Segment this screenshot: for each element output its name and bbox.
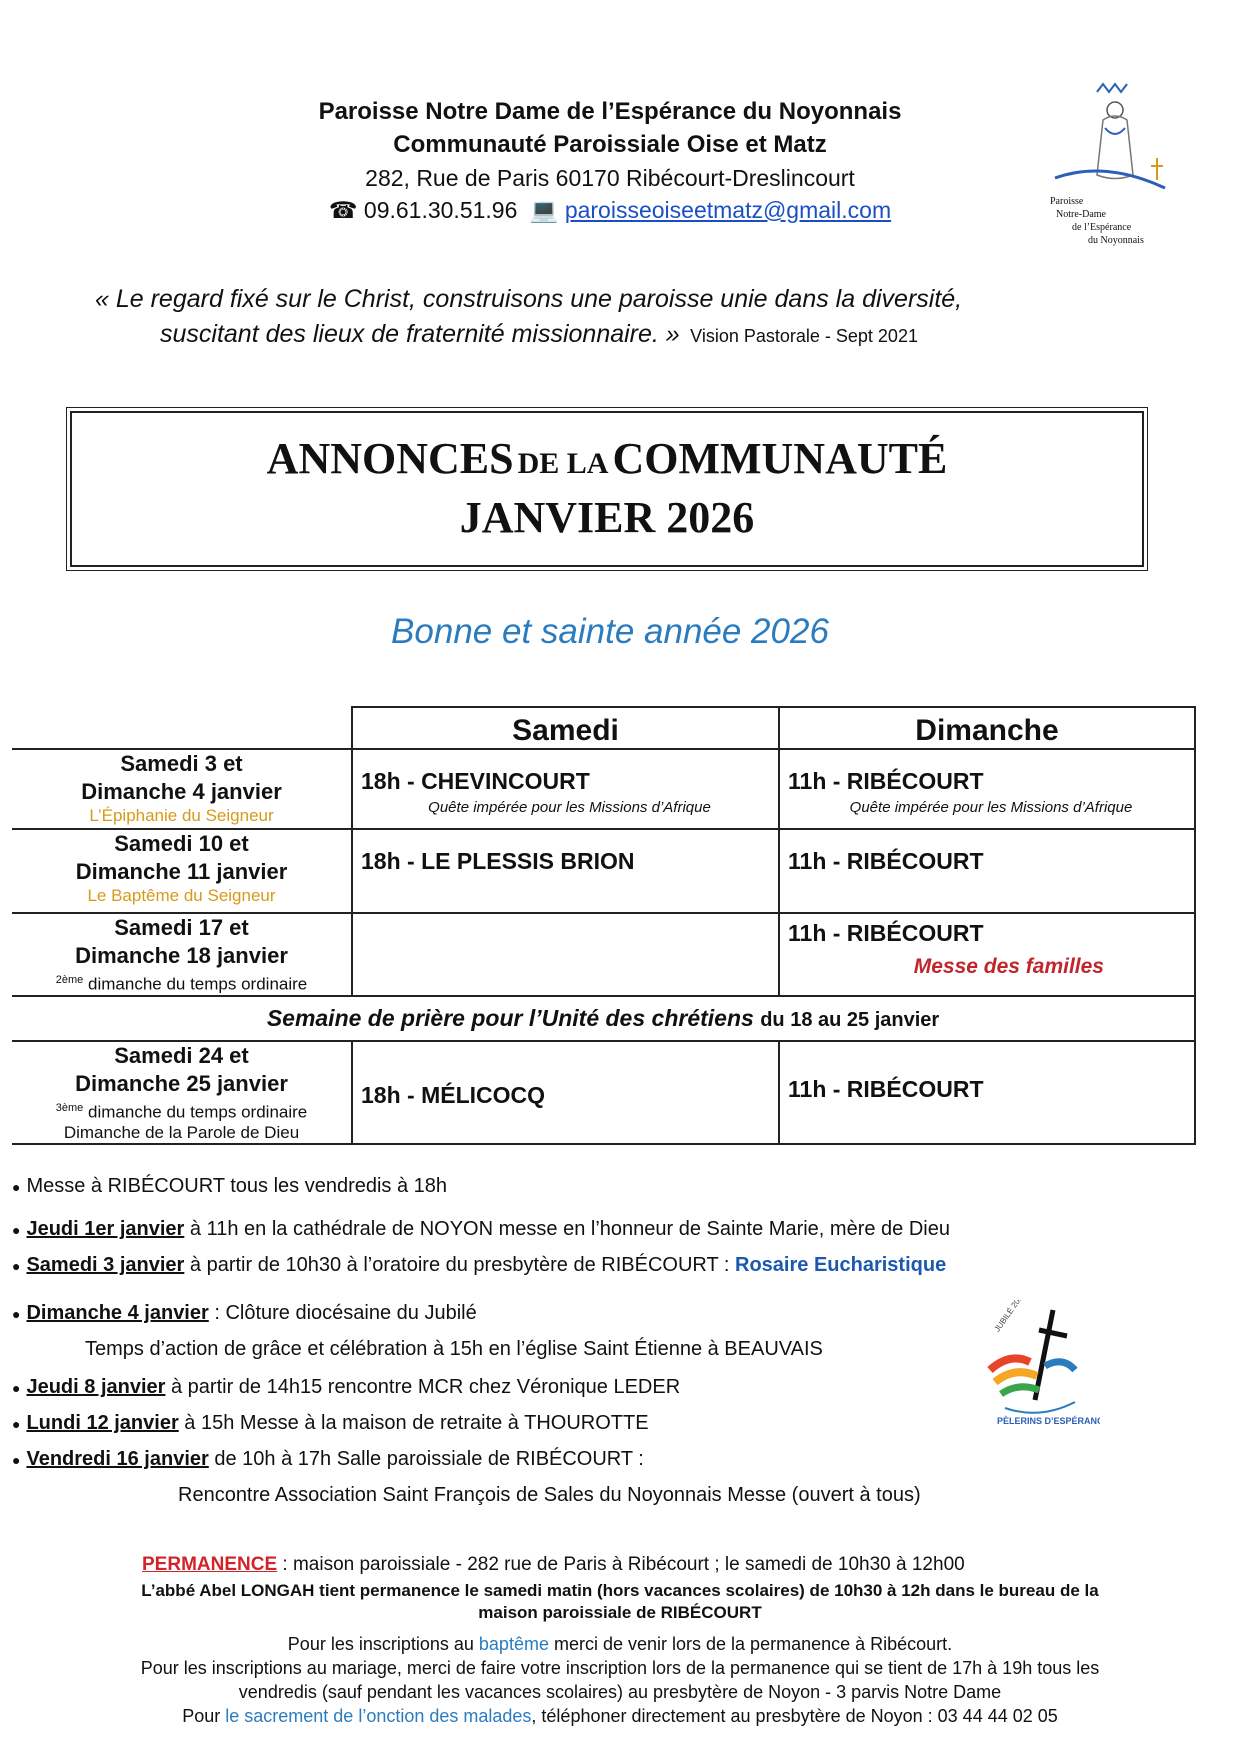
saturday-mass: 18h - CHEVINCOURT <box>361 768 590 794</box>
community-name: Communauté Paroissiale Oise et Matz <box>393 131 827 158</box>
sunday-mass: 11h - RIBÉCOURT <box>788 768 984 794</box>
row-ordinary-time: $^{2ème}$ dimanche du temps ordinaire <box>55 974 308 994</box>
list-item: ● Samedi 3 janvier à partir de 10h30 à l’oratoire du presbytère de RIBÉCOURT : Rosaire Eucharistique <box>12 1254 947 1276</box>
row-date-line2: Dimanche 11 janvier <box>75 859 288 884</box>
row-ordinary-time: $^{3ème}$ dimanche du temps ordinaire <box>55 1101 308 1122</box>
list-item-detail: Temps d’action de grâce et célébration à 15h en l’église Saint Étienne à BEAUVAIS <box>85 1338 823 1360</box>
banner-communaute: COMMUNAUTÉ <box>612 434 948 483</box>
banner-de-la: DE LA <box>517 447 609 480</box>
saturday-mass: 18h - MÉLICOCQ <box>361 1081 546 1108</box>
onction-line: Pour le sacrement de l’onction des malades, téléphoner directement au presbytère de Noyon : 03 44 44 02 05 <box>182 1706 1058 1726</box>
row-date-line1: Samedi 24 et <box>114 1042 249 1068</box>
sunday-note: Quête impérée pour les Missions d’Afrique <box>849 799 1133 816</box>
jubilee-logo <box>975 1300 1100 1430</box>
col-header-samedi: Samedi <box>352 707 779 749</box>
saturday-note: Quête impérée pour les Missions d’Afrique <box>428 799 711 816</box>
banner-annonces: ANNONCES <box>266 434 514 483</box>
row-date-line1: Samedi 3 et <box>120 751 243 776</box>
row-date-line2: Dimanche 25 janvier <box>75 1070 288 1096</box>
table-row <box>12 913 1195 996</box>
sunday-mass: 11h - RIBÉCOURT <box>788 1075 984 1102</box>
list-item-detail: Rencontre Association Saint François de Sales du Noyonnais Messe (ouvert à tous) <box>178 1484 921 1506</box>
permanence-label: PERMANENCE <box>142 1554 278 1575</box>
row-feast: L’Épiphanie du Seigneur <box>89 806 274 825</box>
address: 282, Rue de Paris 60170 Ribécourt-Dreslincourt <box>365 165 855 191</box>
jubile-text: JUBILÉ 2025 <box>992 1300 1028 1334</box>
mariage-line-2: vendredis (sauf pendant les vacances scolaires) au presbytère de Noyon - 3 parvis Notre Dame <box>238 1682 1002 1702</box>
logo-text-4: du Noyonnais <box>1088 235 1144 246</box>
banner-month: JANVIER 2026 <box>459 493 755 542</box>
unity-week-banner: Semaine de prière pour l’Unité des chrétiens du 18 au 25 janvier <box>12 996 1195 1041</box>
email-link[interactable]: paroisseoiseetmatz@gmail.com <box>564 197 892 223</box>
pelerins-text: PÈLERINS D’ESPÉRANCE <box>997 1416 1100 1426</box>
row-feast: Le Baptême du Seigneur <box>87 886 276 905</box>
parish-logo <box>1045 80 1175 255</box>
abbe-permanence <box>8 1580 1232 1624</box>
col-header-dimanche: Dimanche <box>779 707 1195 749</box>
pilgrims-of-hope-icon <box>975 1300 1100 1430</box>
sunday-mass: 11h - RIBÉCOURT <box>788 848 984 874</box>
banner-title <box>72 433 1142 484</box>
quote-text: suscitant des lieux de fraternité missionnaire. » <box>160 320 680 348</box>
quote-source: Vision Pastorale - Sept 2021 <box>690 326 918 346</box>
table-row <box>12 749 1195 829</box>
bapteme-line: Pour les inscriptions au baptême merci de venir lors de la permanence à Ribécourt. <box>287 1634 953 1654</box>
table-row <box>12 996 1195 1041</box>
phone-number: 09.61.30.51.96 <box>363 197 518 223</box>
list-item: ● Vendredi 16 janvier de 10h à 17h Salle paroissiale de RIBÉCOURT : <box>12 1448 644 1470</box>
sunday-mass: 11h - RIBÉCOURT <box>788 920 984 946</box>
logo-text-3: de l’Espérance <box>1072 222 1132 233</box>
table-row <box>12 1041 1195 1145</box>
list-item: ● Jeudi 1er janvier à 11h en la cathédrale de NOYON messe en l’honneur de Sainte Marie, mère de Dieu <box>12 1218 950 1240</box>
list-item: ● Dimanche 4 janvier : Clôture diocésaine du Jubilé <box>12 1302 477 1324</box>
phone-icon: ☎ <box>328 197 358 223</box>
row-date-line1: Samedi 17 et <box>114 915 249 940</box>
logo-text-1: Paroisse <box>1050 196 1084 207</box>
list-item: ● Messe à RIBÉCOURT tous les vendredis à 18h <box>12 1175 448 1197</box>
mariage-line-1: Pour les inscriptions au mariage, merci de faire votre inscription lors de la permanence qui se tient de 17h à 19h tous les <box>140 1658 1100 1678</box>
logo-text-2: Notre-Dame <box>1056 209 1106 220</box>
table-row <box>12 829 1195 913</box>
list-item: ● Lundi 12 janvier à 15h Messe à la maison de retraite à THOUROTTE <box>12 1412 649 1434</box>
greeting: Bonne et sainte année 2026 <box>391 612 829 651</box>
row-date-line1: Samedi 10 et <box>114 831 249 856</box>
mass-schedule-table <box>12 706 1196 1145</box>
pastoral-quote-line1: « Le regard fixé sur le Christ, construisons une paroisse unie dans la diversité, <box>95 285 963 313</box>
permanence-line <box>142 1554 965 1576</box>
computer-icon: 💻 <box>529 197 559 223</box>
contact-line <box>150 197 1070 224</box>
abbe-line-2: maison paroissiale de RIBÉCOURT <box>478 1603 762 1622</box>
abbe-line-1: L’abbé Abel LONGAH tient permanence le samedi matin (hors vacances scolaires) de 10h30 à 12h dans le bureau de la <box>141 1581 1099 1600</box>
messe-des-familles: Messe des familles <box>913 955 1104 978</box>
row-extra: Dimanche de la Parole de Dieu <box>63 1123 300 1143</box>
list-item: ● Jeudi 8 janvier à partir de 14h15 rencontre MCR chez Véronique LEDER <box>12 1376 681 1398</box>
saturday-mass: 18h - LE PLESSIS BRION <box>361 848 635 874</box>
pastoral-quote-line2 <box>160 320 918 349</box>
row-date-line2: Dimanche 18 janvier <box>75 943 288 968</box>
parish-name: Paroisse Notre Dame de l’Espérance du Noyonnais <box>318 98 902 125</box>
permanence-text: : maison paroissiale - 282 rue de Paris à Ribécourt ; le samedi de 10h30 à 12h00 <box>282 1554 965 1575</box>
footer-info <box>8 1632 1232 1728</box>
madonna-icon <box>1045 80 1175 190</box>
row-date-line2: Dimanche 4 janvier <box>81 779 282 804</box>
announcement-banner <box>70 411 1144 567</box>
